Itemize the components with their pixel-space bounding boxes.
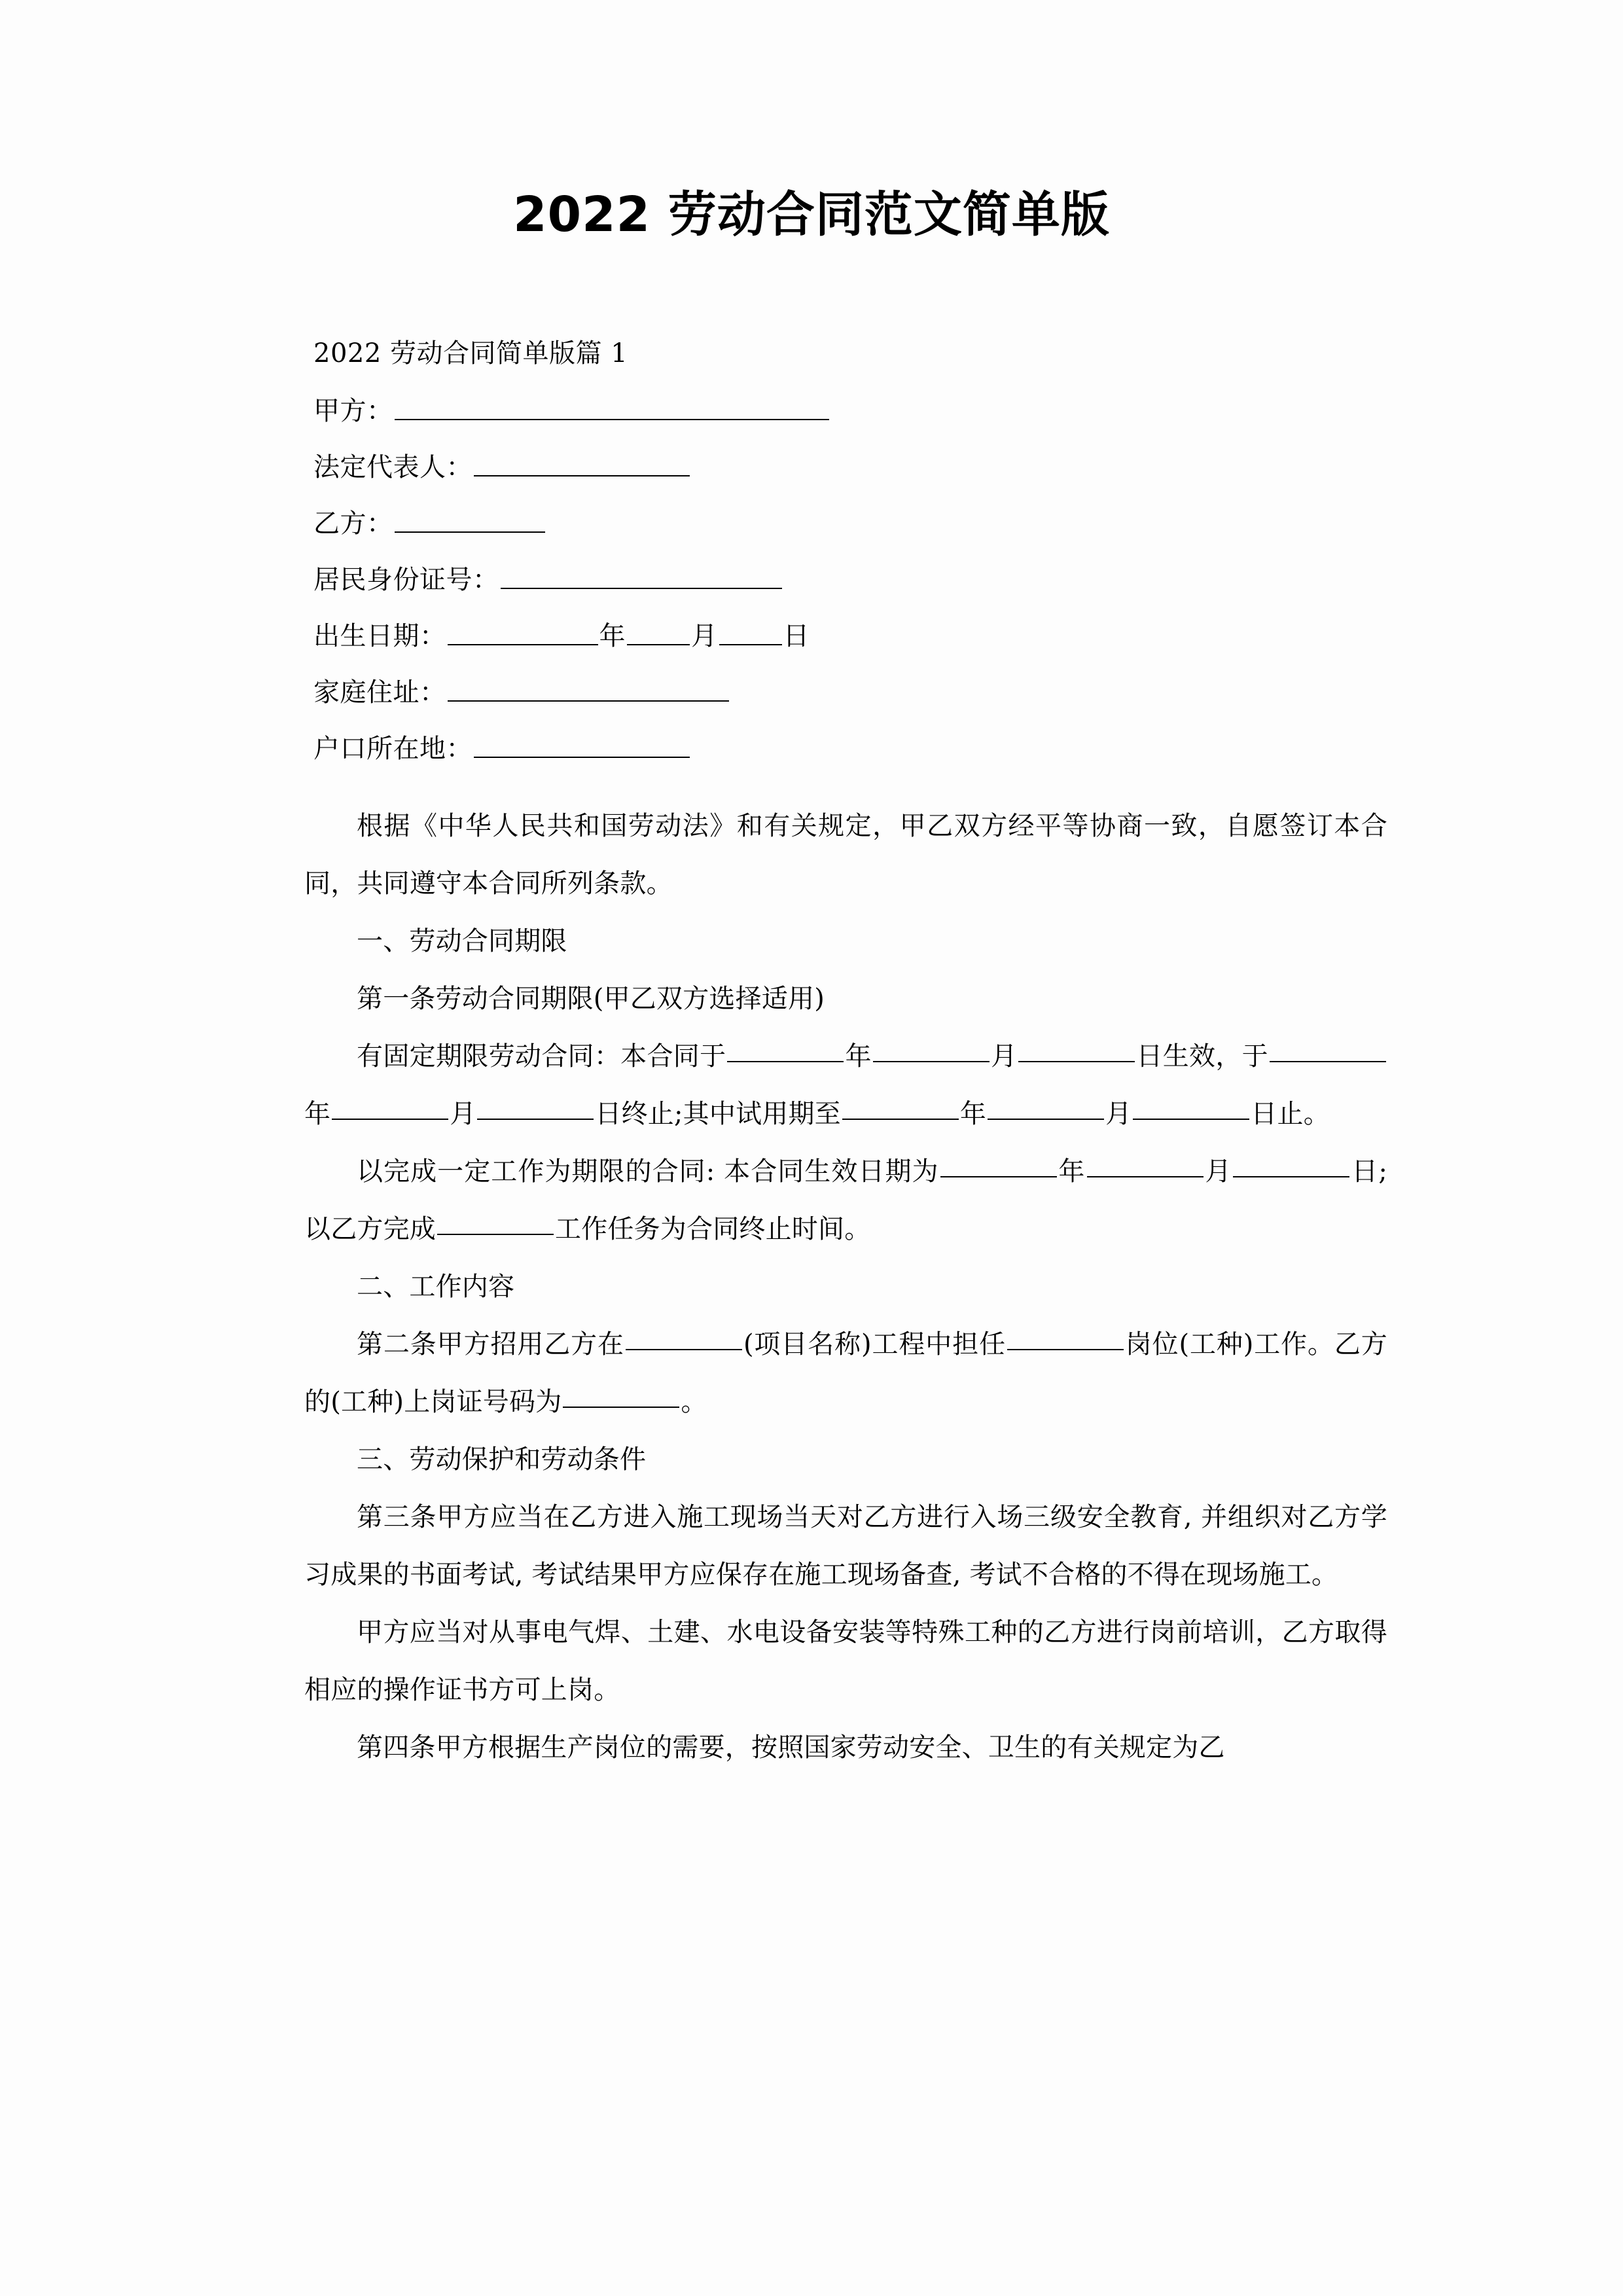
fixed-term-text-2: 年 (845, 1041, 872, 1071)
field-blank-effective-day[interactable] (1018, 1061, 1135, 1062)
field-label-id-number: 居民身份证号： (313, 565, 499, 595)
fixed-term-text-8: 年 (959, 1099, 987, 1129)
field-blank-position[interactable] (1007, 1349, 1124, 1350)
field-blank-probation-day[interactable] (1133, 1119, 1249, 1120)
date-unit-month: 月 (691, 621, 718, 651)
fixed-term-text-1: 有固定期限劳动合同：本合同于 (357, 1041, 726, 1071)
fixed-term-text-9: 月 (1105, 1099, 1132, 1129)
field-label-party-a: 甲方： (313, 396, 393, 426)
article-two-text-1: 第二条甲方招用乙方在 (357, 1329, 624, 1359)
fixed-term-text-4: 日生效，于 (1136, 1041, 1268, 1071)
field-blank-id-number[interactable] (501, 588, 782, 589)
field-blank-task-description[interactable] (437, 1234, 554, 1235)
field-blank-birth-month[interactable] (627, 644, 690, 645)
article-two-text-4: 。 (681, 1387, 707, 1417)
field-blank-birth-day[interactable] (719, 644, 782, 645)
task-term-text-4: 日;以乙方完成 (304, 1157, 1388, 1244)
fixed-term-text-3: 月 (990, 1041, 1018, 1071)
section-heading-two: 二、工作内容 (357, 1272, 515, 1302)
document-subtitle: 2022 劳动合同简单版篇 1 (313, 338, 628, 368)
article-two-text-2: (项目名称)工程中担任 (743, 1329, 1006, 1359)
field-blank-birth-year[interactable] (448, 644, 598, 645)
form-row-id-number (304, 567, 1387, 593)
field-label-home-address: 家庭住址： (313, 677, 446, 708)
field-blank-end-year[interactable] (1270, 1061, 1386, 1062)
field-blank-project-name[interactable] (626, 1349, 742, 1350)
field-blank-party-b[interactable] (395, 531, 545, 533)
page-title: 2022 劳动合同范文简单版 (513, 187, 1110, 243)
fixed-term-text-6: 月 (450, 1099, 476, 1129)
field-blank-task-effective-year[interactable] (940, 1176, 1057, 1177)
field-blank-legal-representative[interactable] (474, 475, 690, 476)
task-term-text-2: 年 (1058, 1157, 1086, 1187)
field-blank-end-day[interactable] (477, 1119, 594, 1120)
paragraph-article-three: 第三条甲方应当在乙方进入施工现场当天对乙方进行入场三级安全教育, 并组织对乙方学习成果的书面考试, 考试结果甲方应保存在施工现场备查, 考试不合格的不得在现场施工。 (304, 1502, 1387, 1590)
field-label-household-registration: 户口所在地： (313, 734, 473, 764)
paragraph-task-term (304, 1143, 1387, 1258)
paragraph-article-three-extra: 甲方应当对从事电气焊、土建、水电设备安装等特殊工种的乙方进行岗前培训，乙方取得相应的操作证书方可上岗。 (304, 1617, 1387, 1705)
task-term-text-5: 工作任务为合同终止时间。 (555, 1214, 871, 1244)
section-heading-one: 一、劳动合同期限 (357, 926, 567, 956)
field-label-party-b: 乙方： (313, 509, 393, 539)
task-term-text-3: 月 (1204, 1157, 1232, 1187)
task-term-text-1: 以完成一定工作为期限的合同: 本合同生效日期为 (357, 1157, 939, 1187)
form-row-household-registration (304, 736, 1387, 762)
field-blank-home-address[interactable] (448, 700, 729, 702)
form-row-legal-representative (304, 454, 1387, 480)
field-blank-end-month[interactable] (332, 1119, 448, 1120)
date-unit-day: 日 (783, 621, 810, 651)
date-unit-year: 年 (599, 621, 626, 651)
paragraph-fixed-term (304, 1028, 1387, 1143)
paragraph-preamble: 根据《中华人民共和国劳动法》和有关规定，甲乙双方经平等协商一致，自愿签订本合同，共同遵守本合同所列条款。 (304, 811, 1387, 899)
article-two-text-3: 岗位(工种)工作。乙方的(工种)上岗证号码为 (304, 1329, 1387, 1417)
field-blank-task-effective-day[interactable] (1233, 1176, 1349, 1177)
fixed-term-text-10: 日止。 (1251, 1099, 1330, 1129)
form-row-party-a (304, 398, 1387, 424)
form-row-party-b (304, 511, 1387, 537)
field-label-legal-representative: 法定代表人： (313, 452, 473, 482)
article-heading-one: 第一条劳动合同期限(甲乙双方选择适用) (357, 984, 825, 1014)
field-blank-task-effective-month[interactable] (1087, 1176, 1204, 1177)
section-heading-three: 三、劳动保护和劳动条件 (357, 1444, 647, 1475)
document-body (304, 340, 1387, 1776)
field-blank-party-a[interactable] (395, 419, 829, 420)
fixed-term-text-7: 日终止;其中试用期至 (595, 1099, 841, 1129)
field-blank-probation-year[interactable] (842, 1119, 959, 1120)
form-row-birth-date (304, 623, 1387, 649)
field-label-birth-date: 出生日期： (313, 621, 446, 651)
fixed-term-text-5: 年 (304, 1099, 331, 1129)
field-blank-probation-month[interactable] (988, 1119, 1104, 1120)
paragraph-article-two (304, 1316, 1387, 1431)
paragraph-article-four: 第四条甲方根据生产岗位的需要，按照国家劳动安全、卫生的有关规定为乙 (357, 1732, 1225, 1763)
field-blank-effective-year[interactable] (727, 1061, 844, 1062)
field-blank-certificate-number[interactable] (563, 1407, 679, 1408)
field-blank-effective-month[interactable] (873, 1061, 990, 1062)
form-row-home-address (304, 679, 1387, 706)
field-blank-household-registration[interactable] (474, 757, 690, 758)
